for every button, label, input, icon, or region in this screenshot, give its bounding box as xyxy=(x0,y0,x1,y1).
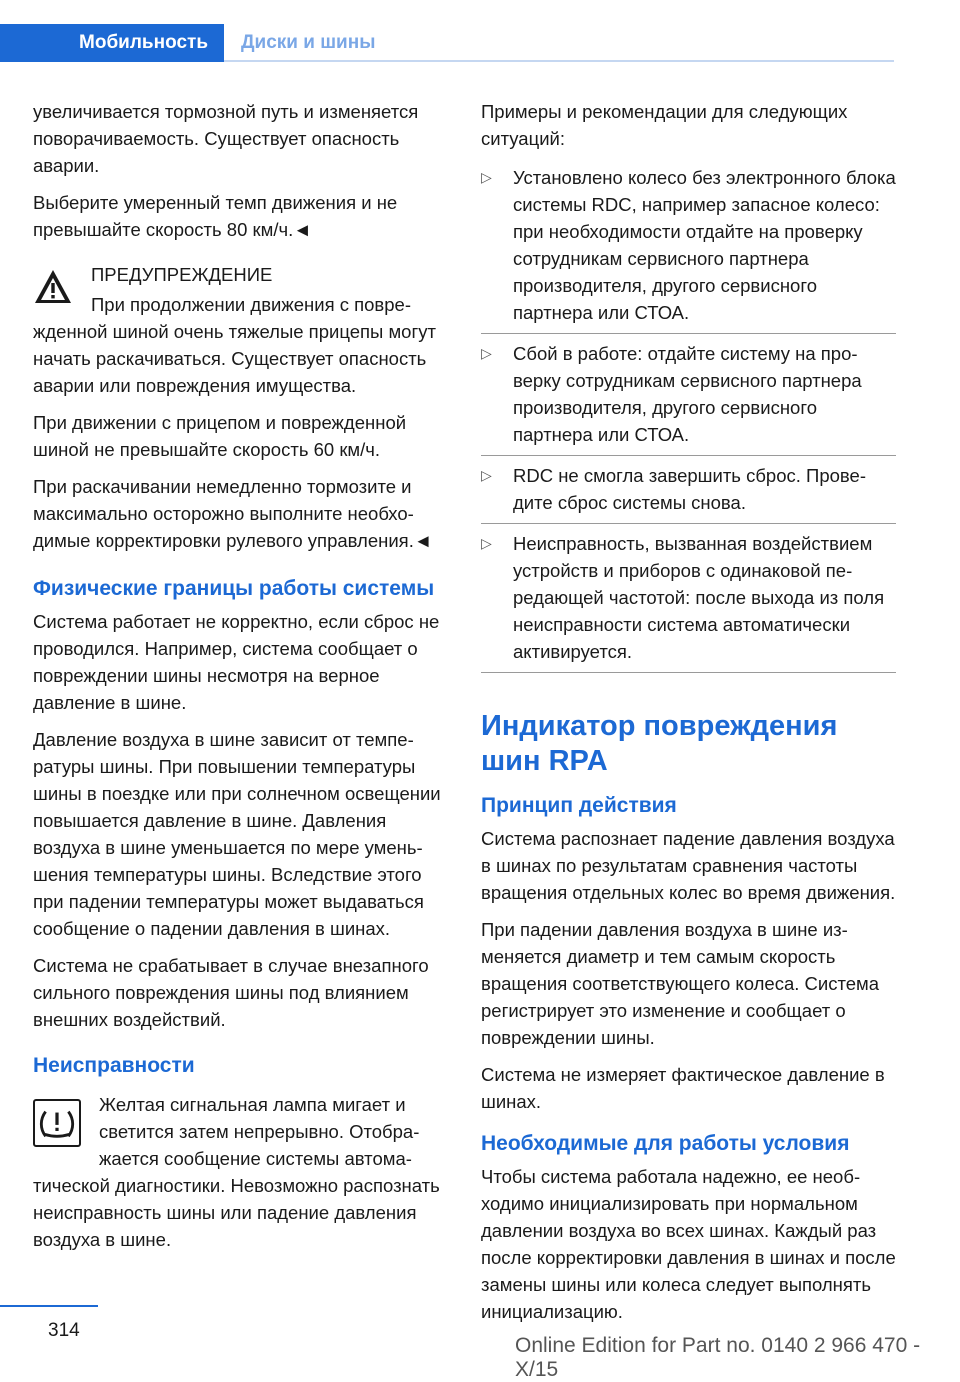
page-number: 314 xyxy=(48,1320,80,1341)
warning-triangle-icon xyxy=(33,267,73,307)
section-tab-wheels-tires[interactable]: Диски и шины xyxy=(241,32,376,53)
paragraph: Чтобы система работала надежно, ее необходимо инициализировать при нормальном давлении воздуха во всех шинах. Каждый раз после корректировки давления в шинах и после замены шины или колеса следует выполнять инициализацию. xyxy=(481,1166,896,1322)
page-header xyxy=(0,24,894,62)
list-marker-icon: ▷ xyxy=(481,345,492,361)
paragraph: Выберите умеренный темп движения и не превышайте скорость 80 км/ч.◄ xyxy=(33,192,398,240)
list-item-text: Неисправность, вызванная воздействием устройств и приборов с одинаковой передающей частотой: после выхода из поля неисправности система автоматически активируется. xyxy=(513,533,885,662)
paragraph: При движении с прицепом и поврежденной шиной не превышайте скорость 60 км/ч. xyxy=(33,412,407,460)
paragraph: Примеры и рекомендации для следующих ситуаций: xyxy=(481,101,848,149)
page-number-rule xyxy=(0,1305,98,1307)
left-column xyxy=(33,98,448,1263)
heading-conditions: Необходимые для работы условия xyxy=(481,1132,850,1155)
footer-edition: Online Edition for Part no. 0140 2 966 470 - X/15 xyxy=(515,1334,921,1381)
heading-physical-limits: Физические границы работы системы xyxy=(33,577,435,600)
paragraph: При раскачивании немедленно тормозите и максимально осторожно выполните необходимые корректировки рулевого управления.◄ xyxy=(33,476,433,551)
paragraph: Система не измеряет фактическое давление в шинах. xyxy=(481,1064,885,1112)
tire-pressure-warning-icon xyxy=(33,1099,81,1147)
paragraph: Система распознает падение давления воздуха в шинах по результатам сравнения частоты вращения отдельных колес во время движения. xyxy=(481,828,896,903)
header-divider xyxy=(224,60,894,62)
list-item xyxy=(481,530,896,665)
list-item-text: RDC не смогла завершить сброс. Проведите сброс системы снова. xyxy=(513,465,866,513)
paragraph: увеличивается тормозной путь и изменяется поворачиваемость. Существует опасность аварии. xyxy=(33,101,419,176)
warning-title: ПРЕДУПРЕЖДЕНИЕ xyxy=(91,264,273,285)
list-marker-icon: ▷ xyxy=(481,169,492,185)
paragraph: Желтая сигнальная лампа мигает и светится затем непрерывно. Отображается сообщение системы автоматической диагностики. Невозможно распознать неисправность шины или падение давления воздуха в шине. xyxy=(33,1094,440,1250)
paragraph: При падении давления воздуха в шине изменяется диаметр и тем самым скорость вращения соответствующего колеса. Система регистрирует это изменение и сообщает о повреждении шины. xyxy=(481,919,880,1048)
list-item xyxy=(481,340,896,448)
situations-list xyxy=(481,164,896,665)
paragraph: Система работает не корректно, если сброс не проводился. Например, система сообщает о повреждении шины несмотря на верное давление в шине. xyxy=(33,611,440,713)
heading-rpa: Индикатор повреждения шин RPA xyxy=(481,710,838,777)
warning-text: При продолжении движения с поврежденной шиной очень тяжелые прицепы могут начать раскачиваться. Существует опасность аварии или повреждения имущества. xyxy=(33,294,436,396)
fault-block xyxy=(33,1091,448,1253)
paragraph: Система не срабатывает в случае внезапного сильного повреждения шины под влиянием внешних воздействий. xyxy=(33,955,429,1030)
list-item xyxy=(481,462,896,516)
paragraph: Давление воздуха в шине зависит от температуры шины. При повышении температуры шины в поездке или при солнечном освещении повышается давление в шине. Давления воздуха в шине уменьшается по мере уменьшения температуры шины. Вследствие этого при падении температуры может выдаваться сообщение о падении давления в шинах. xyxy=(33,729,441,939)
right-column xyxy=(481,98,896,1335)
list-item xyxy=(481,164,896,326)
heading-faults: Неисправности xyxy=(33,1054,195,1077)
list-item-text: Сбой в работе: отдайте систему на проверку сотрудникам сервисного партнера производителя, другого сервисного партнера или СТОА. xyxy=(513,343,862,445)
list-marker-icon: ▷ xyxy=(481,535,492,551)
section-tab-mobility[interactable]: Мобильность xyxy=(0,24,224,62)
heading-principle: Принцип действия xyxy=(481,794,677,817)
list-marker-icon: ▷ xyxy=(481,467,492,483)
warning-block xyxy=(33,261,448,399)
list-item-text: Установлено колесо без электронного блока системы RDC, например запасное колесо: при необходимости отдайте на проверку сотрудникам сервисного партнера производителя, другого сервисного партнера или СТОА. xyxy=(513,167,896,323)
